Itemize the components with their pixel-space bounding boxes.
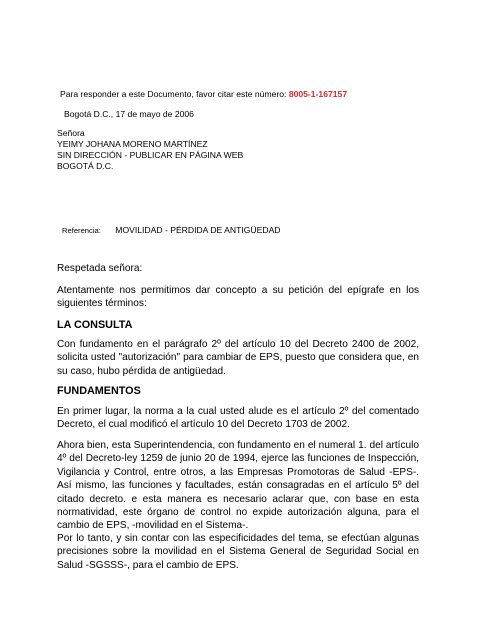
reference-label: Referencia: <box>62 226 101 235</box>
cite-line <box>60 89 347 99</box>
recipient-city: BOGOTÁ D.C. <box>57 161 114 171</box>
section-title-consulta: LA CONSULTA <box>57 319 133 331</box>
recipient-salutation: Señora <box>57 128 85 138</box>
recipient-name: YEIMY JOHANA MORENO MARTÍNEZ <box>57 139 208 149</box>
date-line: Bogotá D.C., 17 de mayo de 2006 <box>64 109 194 119</box>
recipient-address: SIN DIRECCIÓN - PUBLICAR EN PÁGINA WEB <box>57 150 244 160</box>
cite-text: Para responder a este Documento, favor citar este número: <box>60 89 287 99</box>
section-title-fundamentos: FUNDAMENTOS <box>57 385 141 397</box>
fundamentos-paragraph-2: Ahora bien, esta Superintendencia, con fundamento en el numeral 1. del artículo 4º del Decreto-ley 1259 de junio 20 de 1994, ejerce las funciones de Inspección, Vigilancia y Control, entre otros, a las Empresas Promotoras de Salud -EPS-. Así mismo, las funciones y facultades, están consagradas en el artículo 5º del citado decreto. e esta manera es necesario aclarar que, con base en esta normatividad, este órgano de control no expide autorización alguna, para el cambio de EPS, -movilidad en el Sistema-. <box>57 440 419 532</box>
reference-value: MOVILIDAD - PÉRDIDA DE ANTIGÜEDAD <box>115 225 281 235</box>
reference-line <box>62 220 281 238</box>
cite-number: 8005-1-167157 <box>288 89 348 99</box>
consulta-paragraph: Con fundamento en el parágrafo 2º del artículo 10 del Decreto 2400 de 2002, solicita usted "autorización" para cambiar de EPS, puesto que considera que, en su caso, hubo pérdida de antigüedad. <box>57 339 419 377</box>
fundamentos-paragraph-1: En primer lugar, la norma a la cual usted alude es el artículo 2º del comentado Decreto, el cual modificó el artículo 10 del Decreto 1703 de 2002. <box>57 406 419 431</box>
greeting: Respetada señora: <box>57 263 143 274</box>
fundamentos-paragraph-3: Por lo tanto, y sin contar con las especificidades del tema, se efectúan algunas precisiones sobre la movilidad en el Sistema General de Seguridad Social en Salud -SGSSS-, para el cambio de EPS. <box>57 533 419 571</box>
intro-paragraph: Atentamente nos permitimos dar concepto a su petición del epígrafe en los siguientes términos: <box>57 285 419 310</box>
recipient-block <box>57 128 243 172</box>
